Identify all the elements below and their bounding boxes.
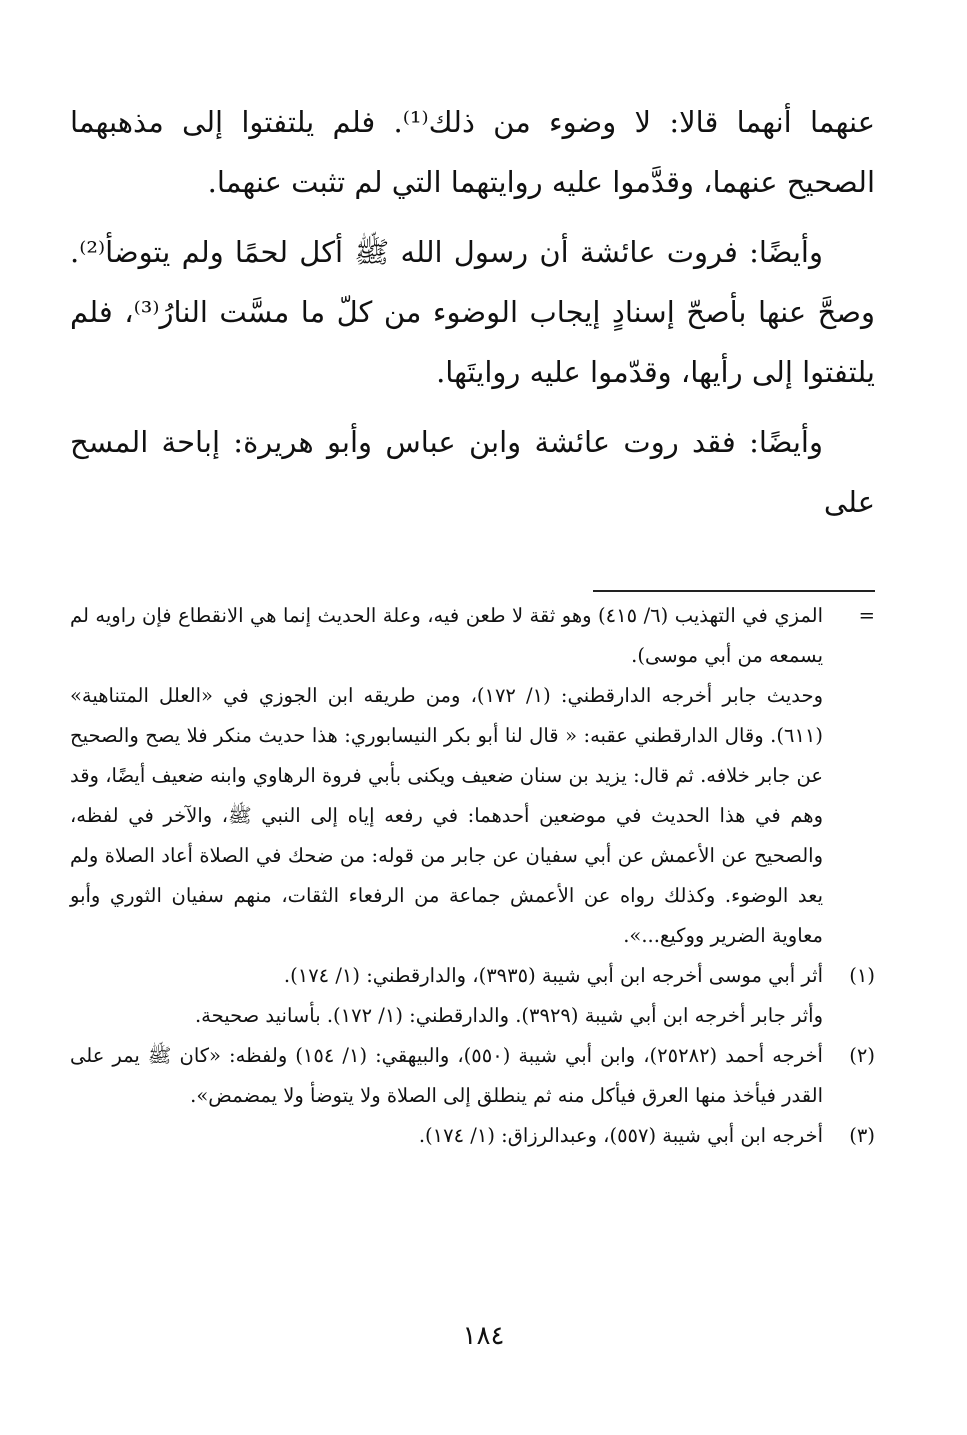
footnote-text: أخرجه ابن أبي شيبة (٥٥٧)، وعبدالرزاق: (١/ ١٧٤). [418, 1124, 823, 1147]
footnote-text: وأثر جابر أخرجه ابن أبي شيبة (٣٩٢٩). والدارقطني: (١/ ١٧٢). بأسانيد صحيحة. [194, 1004, 823, 1027]
footnote-1-continued [70, 996, 875, 1036]
footnote-continuation [70, 596, 875, 676]
page-number: ١٨٤ [462, 1321, 505, 1351]
footnote-continuation-jabir [70, 676, 875, 956]
paragraph-1: عنهما أنهما قالا: لا وضوء من ذلك⁽¹⁾. فلم يلتفتوا إلى مذهبهما الصحيح عنهما، وقدَّموا عليه روايتهما التي لم تثبت عنهما. [70, 105, 875, 199]
footnotes [70, 596, 875, 1156]
footnote-text: أخرجه أحمد (٢٥٢٨٢)، وابن أبي شيبة (٥٥٠)، والبيهقي: (١/ ١٥٤) ولفظه: «كان ﷺ يمر على القدر فيأخذ منها العرق فيأكل منه ثم ينطلق إلى الصلاة ولا يتوضأ ولا يمضمض». [70, 1044, 823, 1107]
footnote-2 [70, 1036, 875, 1116]
footnote-marker: = [858, 604, 875, 627]
footnote-marker: (١) [849, 964, 875, 987]
paragraph-3: وأيضًا: فقد روت عائشة وابن عباس وأبو هريرة: إباحة المسح على [70, 425, 875, 519]
footnote-separator [593, 590, 875, 592]
footnote-3 [70, 1116, 875, 1156]
footnote-text: وحديث جابر أخرجه الدارقطني: (١/ ١٧٢)، ومن طريقه ابن الجوزي في «العلل المتناهية» (٦١١). وقال الدارقطني عقبه: « قال لنا أبو بكر النيسابوري: هذا حديث منكر فلا يصح والصحيح عن جابر خلافه. ثم قال: يزيد بن سنان ضعيف ويكنى بأبي فروة الرهاوي وابنه ضعيف أيضًا، وقد وهم في هذا الحديث في موضعين أحدهما: في رفعه إياه إلى النبي ﷺ، والآخر في لفظه، والصحيح عن الأعمش عن أبي سفيان عن جابر من قوله: من ضحك في الصلاة أعاد الصلاة ولم يعد الوضوء. وكذلك رواه عن الأعمش جماعة من الرفعاء الثقات، منهم سفيان الثوري وأبو معاوية الضرير ووكيع...». [70, 684, 823, 947]
footnote-marker: (٣) [849, 1124, 875, 1147]
footnote-text: أثر أبي موسى أخرجه ابن أبي شيبة (٣٩٣٥)، والدارقطني: (١/ ١٧٤). [283, 964, 823, 987]
main-text [70, 92, 875, 542]
paragraph-2: وأيضًا: فروت عائشة أن رسول الله ﷺ أكل لحمًا ولم يتوضأ⁽²⁾. وصحَّ عنها بأصحّ إسنادٍ إيجاب الوضوء من كلّ ما مسَّت النارُ⁽³⁾، فلم يلتفتوا إلى رأيها، وقدّموا عليه روايتَها. [70, 235, 876, 389]
footnote-1 [70, 956, 875, 996]
footnote-text: المزي في التهذيب (٦/ ٤١٥) وهو ثقة لا طعن فيه، وعلة الحديث إنما هي الانقطاع فإن راويه لم يسمعه من أبي موسى). [70, 604, 823, 667]
footnote-marker: (٢) [849, 1044, 875, 1067]
